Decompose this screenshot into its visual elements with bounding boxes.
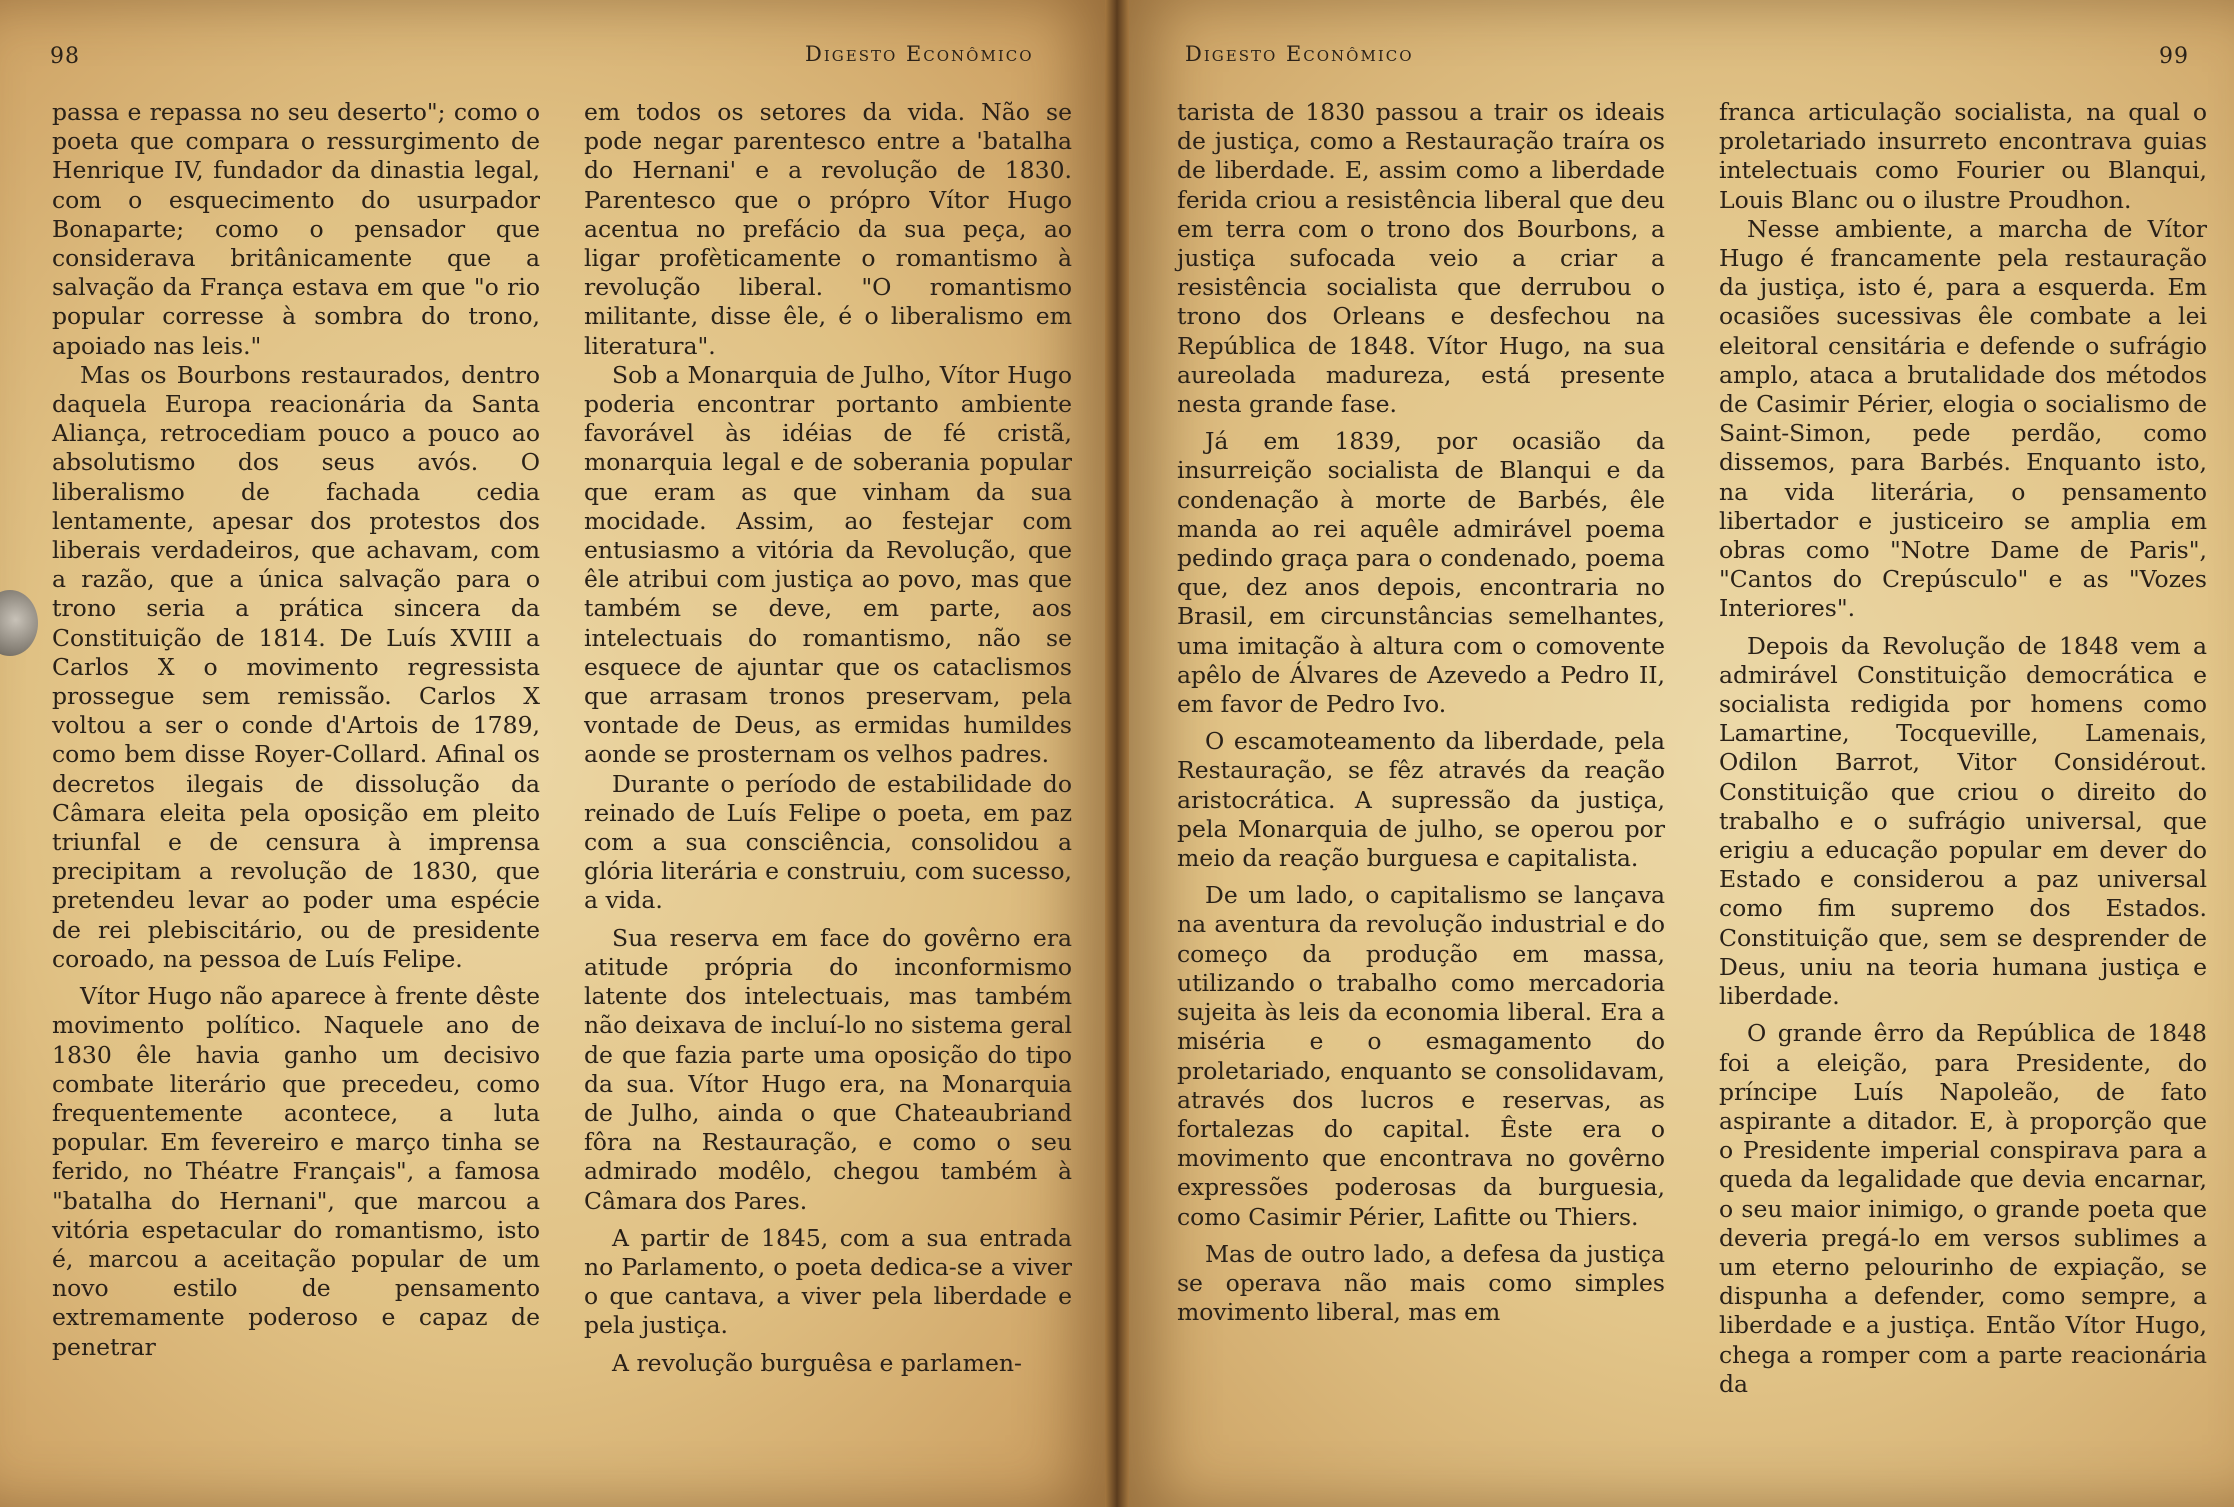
paragraph: franca articulação socialista, na qual o proletariado insurreto encontrava guias intelectuais como Fourier ou Blanqui, Louis Blanc ou o ilustre Proudhon. <box>1719 98 2207 214</box>
binding-clip <box>0 590 38 656</box>
paragraph: Mas de outro lado, a defesa da justiça se operava não mais como simples movimento liberal, mas em <box>1177 1239 1665 1327</box>
paragraph: tarista de 1830 passou a trair os ideais de justiça, como a Restauração traíra os de liberdade. E, assim como a liberdade ferida criou a resistência liberal que deu em terra com o trono dos Bourbons, a justiça sufocada veio a criar a resistência socialista que derrubou o trono dos Orleans e desfechou na República de 1848. Vítor Hugo, na sua aureolada madureza, está presente nesta grande fase. <box>1177 98 1665 419</box>
paragraph: Durante o período de estabilidade do reinado de Luís Felipe o poeta, em paz com a sua consciência, consolidou a glória literária e construiu, com sucesso, a vida. <box>584 769 1072 915</box>
text-column-2 <box>1719 98 2207 1399</box>
running-head: Digesto Econômico <box>1185 42 1414 66</box>
paragraph: Já em 1839, por ocasião da insurreição socialista de Blanqui e da condenação à morte de Barbés, êle manda ao rei aquêle admirável poema pedindo graça para o condenado, poema que, dez anos depois, encontraria no Brasil, em circunstâncias semelhantes, uma imitação à altura com o comovente apêlo de Álvares de Azevedo a Pedro II, em favor de Pedro Ivo. <box>1177 427 1665 719</box>
paragraph: A partir de 1845, com a sua entrada no Parlamento, o poeta dedica-se a viver o que cantava, a viver pela liberdade e pela justiça. <box>584 1223 1072 1340</box>
book-gutter <box>1105 0 1129 1507</box>
right-page <box>1117 0 2234 1507</box>
paragraph: passa e repassa no seu deserto"; como o poeta que compara o ressurgimento de Henrique IV, fundador da dinastia legal, com o esquecimento do usurpador Bonaparte; como o pensador que considerava britânicamente que a salvação da França estava em que "o rio popular corresse à sombra do trono, apoiado nas leis." <box>52 98 540 360</box>
paragraph: O grande êrro da República de 1848 foi a eleição, para Presidente, do príncipe Luís Napoleão, de fato aspirante a ditador. E, à proporção que o Presidente imperial conspirava para a queda da legalidade que devia encarnar, o seu maior inimigo, o grande poeta que deveria pregá-lo em versos sublimes a um eterno pelourinho de expiação, se dispunha a defender, como sempre, a liberdade e a justiça. Então Vítor Hugo, chega a romper com a parte reacionária da <box>1719 1019 2207 1398</box>
paragraph: Depois da Revolução de 1848 vem a admirável Constituição democrática e socialista redigida por homens como Lamartine, Tocqueville, Lamenais, Odilon Barrot, Vitor Considérout. Constituição que criou o direito do trabalho e o sufrágio universal, que erigiu a educação popular em dever do Estado e considerou a paz universal como fim supremo dos Estados. Constituição que, sem se desprender de Deus, uniu na teoria humana justiça e liberdade. <box>1719 631 2207 1011</box>
running-head: Digesto Econômico <box>805 42 1034 66</box>
text-column-1 <box>52 98 540 1362</box>
paragraph: Mas os Bourbons restaurados, dentro daquela Europa reacionária da Santa Aliança, retrocediam pouco a pouco ao absolutismo dos seus avós. O liberalismo de fachada cedia lentamente, apesar dos protestos dos liberais verdadeiros, que achavam, com a razão, que a única salvação para o trono seria a prática sincera da Constituição de 1814. De Luís XVIII a Carlos X o movimento regressista prossegue sem remissão. Carlos X voltou a ser o conde d'Artois de 1789, como bem disse Royer-Collard. Afinal os decretos ilegais de dissolução da Câmara eleita pela oposição em pleito triunfal e de censura à imprensa precipitam a revolução de 1830, que pretendeu levar ao poder uma espécie de rei plebiscitário, ou de presidente coroado, na pessoa de Luís Felipe. <box>52 360 540 973</box>
paragraph: Nesse ambiente, a marcha de Vítor Hugo é francamente pela restauração da justiça, isto é, para a esquerda. Em ocasiões sucessivas êle combate a lei eleitoral censitária e defende o sufrágio amplo, ataca a brutalidade dos métodos de Casimir Périer, elogia o socialismo de Saint-Simon, pede perdão, como dissemos, para Barbés. Enquanto isto, na vida literária, o pensamento libertador e justiceiro se amplia em obras como "Notre Dame de Paris", "Cantos do Crepúsculo" e as "Vozes Interiores". <box>1719 214 2207 623</box>
paragraph: Sob a Monarquia de Julho, Vítor Hugo poderia encontrar portanto ambiente favorável às idéias de fé cristã, monarquia legal e de soberania popular que eram as que vinham da sua mocidade. Assim, ao festejar com entusiasmo a vitória da Revolução, que êle atribui com justiça ao povo, mas que também se deve, em parte, aos intelectuais do romantismo, não se esquece de ajuntar que os cataclismos que arrasam tronos preservam, pela vontade de Deus, as ermidas humildes aonde se prosternam os velhos padres. <box>584 360 1072 769</box>
paragraph: Vítor Hugo não aparece à frente dêste movimento político. Naquele ano de 1830 êle havia ganho um decisivo combate literário que precedeu, como frequentemente acontece, a luta popular. Em fevereiro e março tinha se ferido, no Théatre Français", a famosa "batalha do Hernani", que marcou a vitória espetacular do romantismo, isto é, marcou a aceitação popular de um novo estilo de pensamento extremamente poderoso e capaz de penetrar <box>52 982 540 1361</box>
page-number: 99 <box>2159 44 2189 69</box>
text-column-2 <box>584 98 1072 1378</box>
paragraph: em todos os setores da vida. Não se pode negar parentesco entre a 'batalha do Hernani' e a revolução de 1830. Parentesco que o própro Vítor Hugo acentua no prefácio da sua peça, ao ligar profèticamente o romantismo à revolução liberal. "O romantismo militante, disse êle, é o liberalismo em literatura". <box>584 98 1072 360</box>
paragraph: De um lado, o capitalismo se lançava na aventura da revolução industrial e do começo da produção em massa, utilizando o trabalho como mercadoria sujeita às leis da economia liberal. Era a miséria e o esmagamento do proletariado, enquanto se consolidavam, através dos lucros e reservas, as fortalezas do capital. Êste era o movimento que encontrava no govêrno expressões poderosas da burguesia, como Casimir Périer, Lafitte ou Thiers. <box>1177 881 1665 1231</box>
text-column-1 <box>1177 98 1665 1327</box>
paragraph: Sua reserva em face do govêrno era atitude própria do inconformismo latente dos intelectuais, mas também não deixava de incluí-lo no sistema geral de que fazia parte uma oposição do tipo da sua. Vítor Hugo era, na Monarquia de Julho, ainda o que Chateaubriand fôra na Restauração, e como o seu admirado modêlo, chegou também à Câmara dos Pares. <box>584 923 1072 1215</box>
paragraph: A revolução burguêsa e parlamen- <box>612 1348 1022 1377</box>
paragraph: O escamoteamento da liberdade, pela Restauração, se fêz através da reação aristocrática. A supressão da justiça, pela Monarquia de julho, se operou por meio da reação burguesa e capitalista. <box>1177 727 1665 873</box>
page-number: 98 <box>50 44 80 69</box>
